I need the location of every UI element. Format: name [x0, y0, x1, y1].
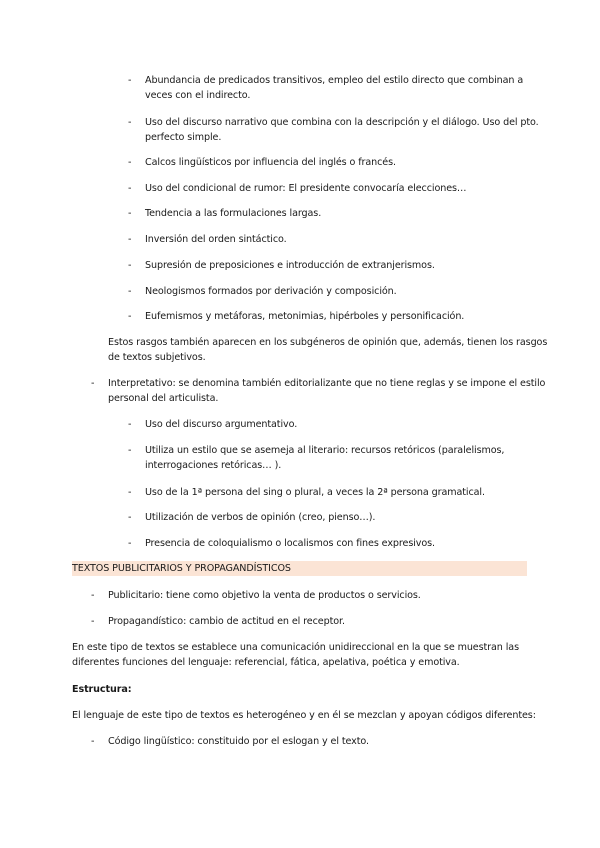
sub-item-line: Uso de la 1ª persona del sing o plural, a veces la 2ª persona gramatical. — [145, 487, 485, 498]
bullet-dash: - — [128, 117, 132, 128]
section-item: Código lingüístico: constituido por el eslogan y el texto. — [108, 736, 369, 747]
sub-item-line: veces con el indirecto. — [145, 90, 251, 101]
sub-item-line: Neologismos formados por derivación y composición. — [145, 286, 397, 297]
bullet-dash: - — [128, 260, 132, 271]
interpretativo-line: Interpretativo: se denomina también editorializante que no tiene reglas y se impone el estilo — [108, 378, 546, 389]
paragraph-line: El lenguaje de este tipo de textos es heterogéneo y en él se mezclan y apoyan códigos diferentes: — [72, 710, 536, 721]
sub-item-line: perfecto simple. — [145, 132, 222, 143]
sub-item-line: Uso del discurso argumentativo. — [145, 419, 298, 430]
bullet-dash: - — [128, 311, 132, 322]
sub-item-line: Tendencia a las formulaciones largas. — [145, 208, 322, 219]
bullet-dash: - — [128, 512, 132, 523]
sub-item-line: Utiliza un estilo que se asemeja al literario: recursos retóricos (paralelismos, — [145, 445, 505, 456]
sub-item-line: Utilización de verbos de opinión (creo, pienso…). — [145, 512, 376, 523]
bullet-dash: - — [91, 736, 95, 747]
bullet-dash: - — [91, 590, 95, 601]
sub-item-line: Abundancia de predicados transitivos, empleo del estilo directo que combinan a — [145, 75, 524, 86]
bullet-dash: - — [128, 487, 132, 498]
sub-item-line: interrogaciones retóricas… ). — [145, 460, 282, 471]
interpretativo-line: personal del articulista. — [108, 393, 219, 404]
paragraph-line: En este tipo de textos se establece una comunicación unidireccional en la que se muestran las — [72, 642, 519, 653]
sub-item-line: Calcos lingüísticos por influencia del inglés o francés. — [145, 157, 396, 168]
bullet-dash: - — [91, 616, 95, 627]
note-line: Estos rasgos también aparecen en los subgéneros de opinión que, además, tienen los rasgos — [108, 337, 548, 348]
sub-item-line: Uso del discurso narrativo que combina con la descripción y el diálogo. Uso del pto. — [145, 117, 539, 128]
note-line: de textos subjetivos. — [108, 352, 206, 363]
sub-item-line: Uso del condicional de rumor: El presidente convocaría elecciones… — [145, 183, 467, 194]
estructura-heading: Estructura: — [72, 684, 132, 695]
bullet-dash: - — [128, 445, 132, 456]
section-item: Publicitario: tiene como objetivo la venta de productos o servicios. — [108, 590, 421, 601]
bullet-dash: - — [128, 208, 132, 219]
sub-item-line: Supresión de preposiciones e introducción de extranjerismos. — [145, 260, 435, 271]
bullet-dash: - — [128, 419, 132, 430]
sub-item-line: Inversión del orden sintáctico. — [145, 234, 287, 245]
sub-item-line: Eufemismos y metáforas, metonimias, hipérboles y personificación. — [145, 311, 465, 322]
bullet-dash: - — [128, 538, 132, 549]
bullet-dash: - — [128, 286, 132, 297]
bullet-dash: - — [91, 378, 95, 389]
bullet-dash: - — [128, 157, 132, 168]
section-heading: TEXTOS PUBLICITARIOS Y PROPAGANDÍSTICOS — [72, 563, 291, 574]
section-item: Propagandístico: cambio de actitud en el receptor. — [108, 616, 345, 627]
sub-item-line: Presencia de coloquialismo o localismos con fines expresivos. — [145, 538, 435, 549]
paragraph-line: diferentes funciones del lenguaje: referencial, fática, apelativa, poética y emotiva. — [72, 657, 460, 668]
bullet-dash: - — [128, 75, 132, 86]
bullet-dash: - — [128, 183, 132, 194]
bullet-dash: - — [128, 234, 132, 245]
